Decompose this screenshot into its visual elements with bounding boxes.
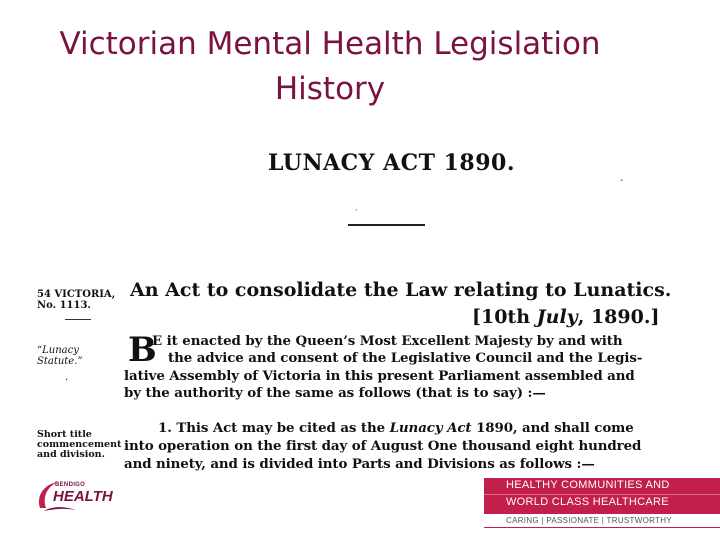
margin-divider (65, 319, 91, 320)
section1-line-3: and ninety, and is divided into Parts and Divisions as follows :— (124, 456, 595, 472)
section1-act-name: Lunacy Act (389, 420, 472, 436)
section1-line-1 (158, 420, 634, 437)
date-suffix: , 1890.] (577, 306, 660, 328)
margin-note-short-name-text: “Lunacy Statute.” (37, 345, 83, 367)
enacting-line-3: lative Assembly of Victoria in this present Parliament assembled and (124, 368, 635, 384)
margin-dot: · (65, 375, 69, 386)
slide-title-line2: History (274, 71, 386, 107)
banner-separator (484, 494, 720, 495)
slide-title-line1: Victorian Mental Health Legislation (59, 26, 601, 62)
tagline-rule (484, 527, 720, 528)
enacting-dropcap: B (128, 330, 157, 370)
long-title: An Act to consolidate the Law relating to Lunatics. (130, 279, 672, 301)
section1-suffix: 1890, and shall come (476, 420, 634, 436)
enacting-line-4: by the authority of the same as follows (that is to say) :— (124, 385, 546, 401)
logo-text-top: BENDIGO (55, 482, 86, 488)
section1-line-2: into operation on the first day of August One thousand eight hundred (124, 438, 642, 454)
assent-date (472, 306, 659, 328)
margin-note-regnal (37, 289, 127, 320)
act-title: LUNACY ACT 1890. (268, 150, 516, 176)
decorative-mark: - (620, 175, 624, 186)
margin-note-short-name (37, 345, 112, 386)
footer-tagline: CARING | PASSIONATE | TRUSTWORTHY (506, 516, 672, 525)
enacting-line-2: the advice and consent of the Legislative Council and the Legis- (168, 350, 643, 366)
banner-line-1: HEALTHY COMMUNITIES AND (506, 479, 670, 491)
date-month: July (536, 306, 578, 328)
title-rule (348, 224, 425, 226)
banner-line-2: WORLD CLASS HEALTHCARE (506, 496, 669, 508)
section1-prefix: 1. This Act may be cited as the (158, 420, 386, 436)
decorative-dot: · (355, 206, 358, 215)
logo-text-main: HEALTH (53, 488, 113, 505)
slide-title (0, 22, 660, 112)
date-prefix: [10th (472, 306, 531, 328)
margin-note-regnal-text: 54 VICTORIA, No. 1113. (37, 289, 116, 311)
enacting-line-1: E it enacted by the Queen’s Most Excellent Majesty by and with (152, 333, 623, 349)
margin-note-section1: Short title commencement and division. (37, 429, 122, 460)
